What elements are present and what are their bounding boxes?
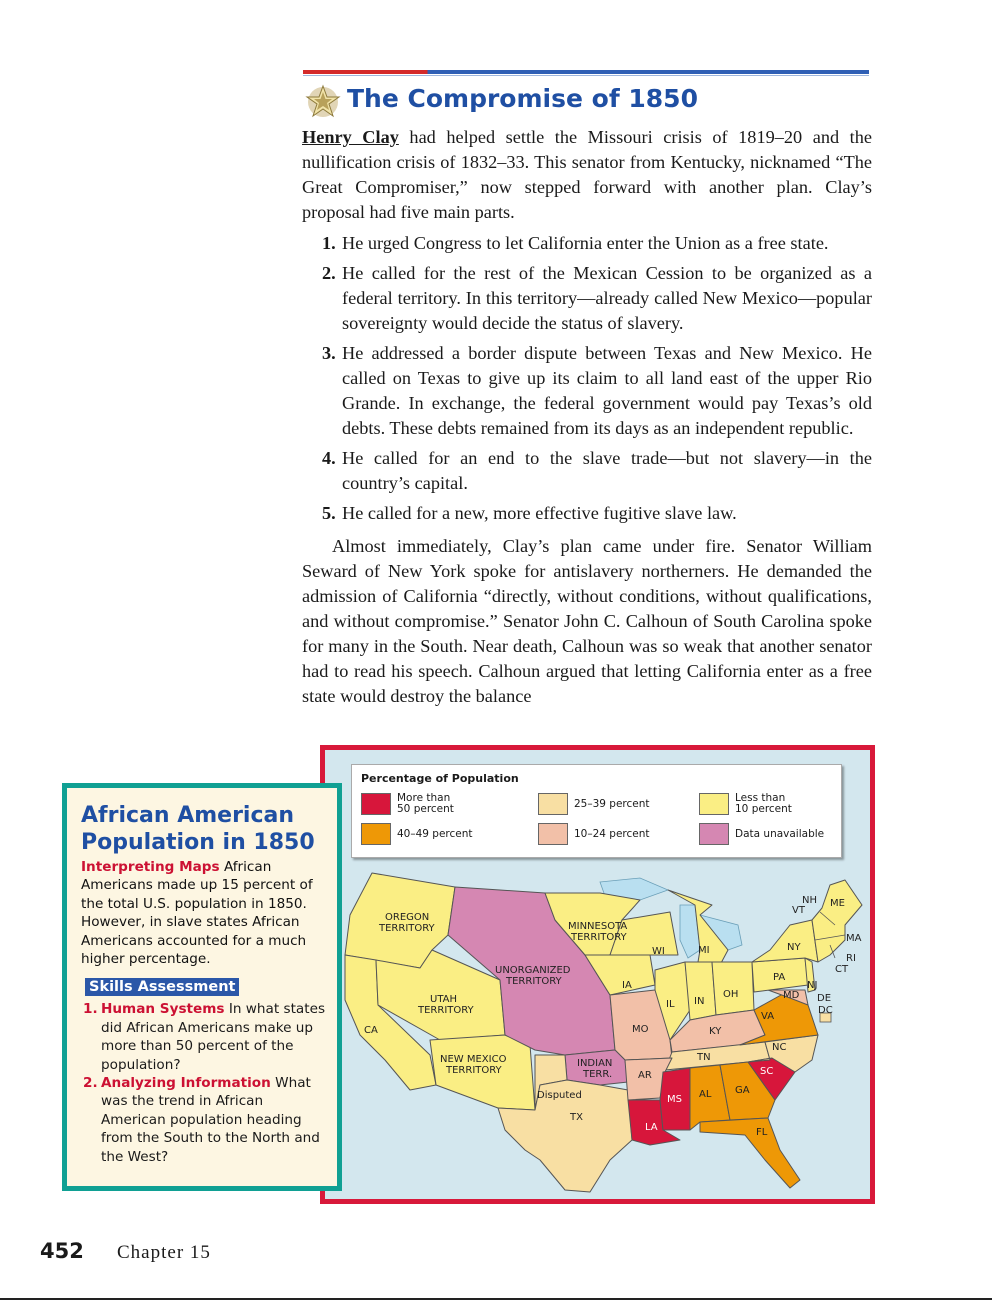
chapter-label: Chapter 15 bbox=[117, 1242, 211, 1263]
label-me: ME bbox=[830, 898, 845, 909]
list-item: 5. He called for a new, more effective fugitive slave law. bbox=[322, 503, 737, 523]
label-ia: IA bbox=[622, 980, 632, 991]
label-al: AL bbox=[699, 1089, 712, 1100]
page-footer bbox=[40, 1239, 211, 1264]
legend-swatch bbox=[699, 823, 729, 845]
label-ma: MA bbox=[846, 933, 862, 944]
skills-assessment-heading: Skills Assessment bbox=[85, 978, 239, 996]
label-de: DE bbox=[817, 993, 832, 1004]
legend-swatch bbox=[538, 793, 568, 815]
label-il: IL bbox=[666, 999, 675, 1010]
legend-item: Data unavailable bbox=[699, 823, 824, 845]
map-caption-box bbox=[62, 783, 342, 1191]
label-utah: UTAH bbox=[430, 994, 458, 1005]
legend-title: Percentage of Population bbox=[361, 772, 519, 785]
label-indian-2: TERR. bbox=[583, 1069, 613, 1080]
label-indian: INDIAN bbox=[577, 1058, 613, 1069]
label-md: MD bbox=[783, 990, 800, 1001]
label-nh: NH bbox=[802, 895, 817, 906]
label-disputed: Disputed bbox=[537, 1090, 582, 1101]
plan-list bbox=[302, 231, 872, 526]
label-mo: MO bbox=[632, 1024, 649, 1035]
question-list bbox=[81, 1000, 326, 1166]
label-la: LA bbox=[645, 1122, 658, 1133]
label-oregon-2: TERRITORY bbox=[379, 923, 435, 934]
page-bottom-rule bbox=[0, 1298, 992, 1300]
section-title: The Compromise of 1850 bbox=[347, 84, 698, 113]
label-vt: VT bbox=[792, 905, 805, 916]
legend-swatch bbox=[538, 823, 568, 845]
legend-swatch bbox=[361, 823, 391, 845]
legend-swatch bbox=[699, 793, 729, 815]
label-ky: KY bbox=[709, 1026, 722, 1037]
label-new-mexico-2: TERRITORY bbox=[446, 1065, 502, 1076]
label-fl: FL bbox=[756, 1127, 768, 1138]
body-paragraph: Almost immediately, Clay’s plan came under fire. Senator William Seward of New York spoke for antislavery northerners. He demanded the admission of California “directly, without conditions, without qualifications, and without compromise.” Senator John C. Calhoun of South Carolina spoke for many in the South. Near death, Calhoun was so weak that another senator had to read his speech. Calhoun argued that letting California enter as a free state would destroy the balance bbox=[302, 536, 872, 706]
map-legend bbox=[351, 764, 842, 858]
label-minnesota: MINNESOTA bbox=[568, 921, 628, 932]
question-item: 2. Analyzing Information What was the trend in African American population heading from the South to the North and the West? bbox=[83, 1075, 320, 1165]
label-ca: CA bbox=[364, 1025, 378, 1036]
legend-item: More than 50 percent bbox=[361, 793, 454, 815]
label-ct: CT bbox=[835, 964, 849, 975]
label-wi: WI bbox=[652, 946, 665, 957]
header-rule bbox=[303, 70, 869, 74]
legend-item: Less than 10 percent bbox=[699, 793, 792, 815]
article-body bbox=[302, 125, 872, 709]
list-item: 4. He called for an end to the slave trade—but not slavery—in the country’s capital. bbox=[322, 448, 872, 493]
label-in: IN bbox=[694, 996, 705, 1007]
map-figure bbox=[320, 745, 875, 1204]
state-new-york bbox=[752, 920, 818, 962]
label-mi: MI bbox=[698, 945, 710, 956]
legend-item: 25–39 percent bbox=[538, 793, 650, 815]
label-oh: OH bbox=[723, 989, 739, 1000]
list-item: 3. He addressed a border dispute between Texas and New Mexico. He called on Texas to give up its claim to all land east of the upper Rio Grande. In exchange, the federal government would pay Texas’s old debts. These debts remained from its days as an independent republic. bbox=[322, 343, 872, 438]
label-tx: TX bbox=[570, 1112, 583, 1123]
label-ny: NY bbox=[787, 942, 801, 953]
page-number: 452 bbox=[40, 1239, 84, 1263]
interpreting-maps-text: Interpreting Maps African Americans made up 15 percent of the total U.S. population in 1850. However, in slave states African Americans accounted for a much higher percentage. bbox=[81, 859, 313, 968]
legend-item: 10–24 percent bbox=[538, 823, 650, 845]
label-dc: DC bbox=[818, 1005, 833, 1016]
question-item: 1. Human Systems In what states did African Americans make up more than 50 percent of the population? bbox=[83, 1001, 326, 1073]
list-item: 2. He called for the rest of the Mexican Cession to be organized as a federal territory. In this territory—already called New Mexico—popular sovereignty would decide the status of slavery. bbox=[322, 263, 872, 333]
label-tn: TN bbox=[697, 1052, 711, 1063]
state-new-england bbox=[812, 880, 862, 962]
list-item: 1. He urged Congress to let California enter the Union as a free state. bbox=[322, 233, 829, 253]
label-sc: SC bbox=[760, 1066, 774, 1077]
intro-text: had helped settle the Missouri crisis of 1819–20 and the nullification crisis of 1832–33. This senator from Kentucky, nicknamed “The Great Compromiser,” now stepped forward with another plan. Clay’s proposal had five main parts. bbox=[302, 127, 872, 222]
state-indiana bbox=[685, 962, 716, 1020]
label-ga: GA bbox=[735, 1085, 750, 1096]
label-unorganized-2: TERRITORY bbox=[506, 976, 562, 987]
state-florida bbox=[700, 1118, 800, 1188]
label-ri: RI bbox=[846, 953, 856, 964]
legend-swatch bbox=[361, 793, 391, 815]
map-title: African American Population in 1850 bbox=[81, 803, 315, 855]
label-new-mexico: NEW MEXICO bbox=[440, 1054, 507, 1065]
label-unorganized: UNORGANIZED bbox=[495, 965, 571, 976]
label-va: VA bbox=[761, 1011, 775, 1022]
intro-paragraph bbox=[302, 125, 872, 225]
label-minnesota-2: TERRITORY bbox=[571, 932, 627, 943]
label-nc: NC bbox=[772, 1042, 787, 1053]
henry-clay-link[interactable]: Henry Clay bbox=[302, 127, 399, 147]
label-ms: MS bbox=[667, 1094, 682, 1105]
label-oregon: OREGON bbox=[385, 912, 430, 923]
label-pa: PA bbox=[773, 972, 786, 983]
label-ar: AR bbox=[638, 1070, 652, 1081]
star-icon bbox=[304, 83, 342, 119]
legend-item: 40–49 percent bbox=[361, 823, 473, 845]
header-rule-thin bbox=[303, 75, 869, 76]
label-nj: NJ bbox=[807, 980, 818, 991]
label-utah-2: TERRITORY bbox=[418, 1005, 474, 1016]
